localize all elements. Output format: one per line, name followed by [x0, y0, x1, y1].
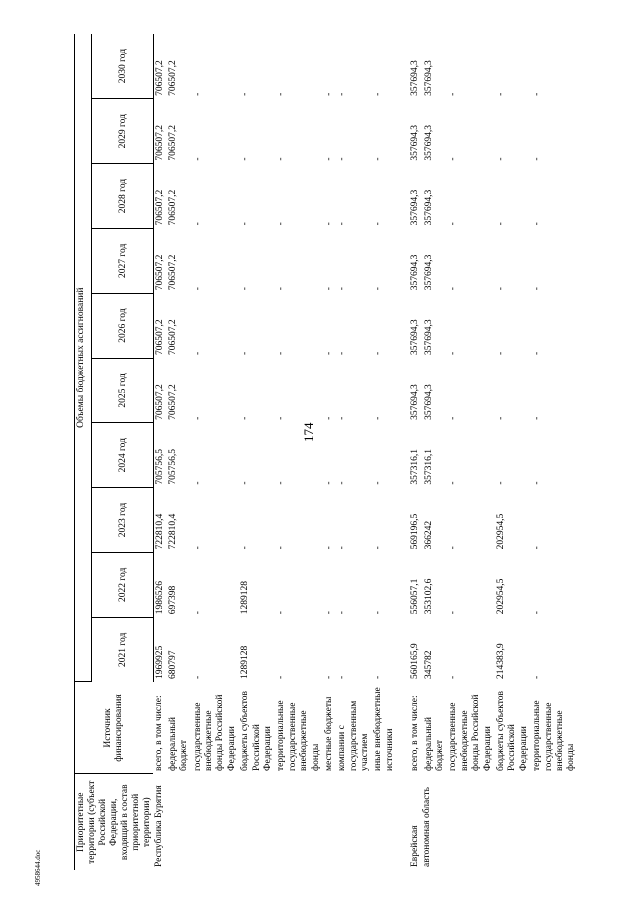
header-year: 2022 год	[92, 552, 154, 617]
budget-value: -	[337, 416, 348, 420]
budget-value: -	[448, 287, 459, 291]
table-row	[192, 34, 240, 870]
budget-value: -	[276, 675, 287, 679]
budget-value: 1289128	[240, 645, 251, 679]
funding-source: территориальные государственные внебюджетные фонды	[532, 700, 577, 771]
budget-value: -	[532, 92, 543, 96]
funding-source: федеральный бюджет	[167, 717, 190, 771]
budget-value: 1289128	[240, 580, 251, 615]
budget-value: 569196,5	[410, 513, 421, 550]
budget-value: -	[276, 92, 287, 96]
budget-value: -	[448, 416, 459, 420]
funding-source: государственные внебюджетные фонды Российской Федерации	[448, 694, 493, 771]
budget-value: 357694,3	[410, 254, 421, 291]
table-row	[239, 34, 275, 870]
budget-value: -	[337, 287, 348, 291]
budget-value: -	[192, 546, 203, 550]
table-row	[447, 34, 495, 870]
budget-value: 366242	[423, 520, 434, 550]
budget-value: 680797	[167, 650, 178, 679]
budget-value: -	[496, 481, 506, 485]
funding-source: бюджеты субъектов Российской Федерации	[496, 690, 529, 771]
budget-value: 357694,3	[410, 384, 421, 420]
table-row	[423, 34, 448, 870]
table-row	[372, 34, 397, 870]
region-name: Республика Бурятия	[154, 785, 165, 867]
budget-value: -	[373, 416, 384, 420]
budget-value: 706507,2	[167, 125, 178, 161]
table-body	[153, 34, 578, 870]
funding-source: местные бюджеты	[323, 696, 334, 771]
budget-value: -	[192, 92, 203, 96]
budget-value: 357694,3	[423, 384, 434, 420]
budget-value: -	[373, 92, 384, 96]
header-source: Источник финансирования	[75, 682, 154, 774]
budget-value: -	[192, 675, 203, 679]
table-row	[336, 34, 372, 870]
budget-value: 706507,2	[167, 319, 178, 356]
budget-value: -	[240, 222, 251, 226]
header-year: 2029 год	[92, 99, 154, 164]
budget-value: 345782	[423, 650, 434, 679]
budget-value: -	[496, 416, 506, 420]
budget-value: -	[337, 222, 348, 226]
budget-value: 706507,2	[167, 254, 178, 291]
budget-value: 357694,3	[410, 60, 421, 96]
budget-value: 706507,2	[154, 319, 165, 356]
budget-value: -	[323, 351, 334, 356]
budget-value: 706507,2	[154, 189, 165, 226]
budget-value: 357694,3	[423, 60, 434, 96]
funding-source: государственные внебюджетные фонды Российской Федерации	[192, 694, 237, 771]
budget-value: -	[373, 351, 384, 356]
budget-value: -	[373, 287, 384, 291]
budget-value: -	[532, 287, 543, 291]
budget-value: -	[192, 222, 203, 226]
budget-value: -	[323, 92, 334, 96]
table-row	[323, 34, 336, 870]
budget-value: -	[448, 611, 459, 615]
budget-value: -	[448, 675, 459, 679]
budget-value: 357694,3	[410, 189, 421, 226]
budget-value: -	[373, 481, 384, 485]
budget-value: 706507,2	[154, 60, 165, 96]
budget-value: 202954,5	[496, 578, 506, 615]
budget-value: -	[532, 675, 543, 679]
header-year: 2028 год	[92, 164, 154, 229]
budget-value: -	[323, 416, 334, 420]
budget-value: -	[337, 92, 348, 96]
table-row	[153, 34, 166, 870]
budget-value: -	[373, 157, 384, 161]
budget-value: -	[240, 416, 251, 420]
budget-value: -	[192, 416, 203, 420]
region-name: Еврейская автономная область	[410, 787, 432, 867]
budget-value: -	[337, 351, 348, 356]
budget-value: -	[496, 92, 506, 96]
budget-value: -	[192, 157, 203, 161]
budget-value: -	[192, 351, 203, 356]
budget-value: -	[323, 675, 334, 679]
budget-value: 357694,3	[423, 125, 434, 161]
budget-value: -	[448, 222, 459, 226]
funding-source: иные внебюджетные источники	[373, 687, 395, 771]
header-year: 2023 год	[92, 488, 154, 553]
budget-value: 706507,2	[167, 384, 178, 420]
table-row	[167, 34, 192, 870]
budget-value: 706507,2	[154, 384, 165, 420]
budget-value: -	[496, 351, 506, 356]
header-volumes: Объемы бюджетных ассигнований	[75, 34, 92, 682]
header-year: 2025 год	[92, 358, 154, 423]
budget-value: -	[532, 157, 543, 161]
budget-value: -	[337, 675, 348, 679]
budget-value: -	[276, 416, 287, 420]
budget-value: 353102,6	[423, 578, 434, 615]
budget-value: -	[373, 222, 384, 226]
budget-value: 357694,3	[410, 125, 421, 161]
budget-value: -	[276, 611, 287, 615]
table-row	[531, 34, 579, 870]
budget-value: 556057,1	[410, 578, 421, 615]
budget-value: 706507,2	[154, 254, 165, 291]
header-year: 2026 год	[92, 293, 154, 358]
budget-value: -	[192, 481, 203, 485]
rotated-table-container	[74, 34, 582, 870]
budget-value: 706507,2	[167, 189, 178, 226]
budget-value: -	[323, 546, 334, 550]
budget-value: -	[532, 222, 543, 226]
budget-value: -	[532, 481, 543, 485]
header-year: 2030 год	[92, 34, 154, 99]
budget-value: -	[337, 157, 348, 161]
funding-source: бюджеты субъектов Российской Федерации	[240, 690, 273, 771]
budget-value: -	[240, 157, 251, 161]
budget-value: 705756,5	[154, 448, 165, 485]
budget-value: 357694,3	[423, 254, 434, 291]
budget-value: 357694,3	[423, 189, 434, 226]
budget-value: 560165,9	[410, 643, 421, 679]
budget-value: 722810,4	[154, 513, 165, 550]
table-row	[495, 34, 531, 870]
budget-value: -	[496, 287, 506, 291]
funding-source: территориальные государственные внебюджетные фонды	[276, 700, 321, 771]
budget-value: -	[276, 222, 287, 226]
budget-value: 357316,1	[423, 448, 434, 485]
budget-value: -	[240, 481, 251, 485]
budget-value: -	[448, 351, 459, 356]
budget-value: 705756,5	[167, 448, 178, 485]
budget-value: 202954,5	[496, 513, 506, 550]
page-number: 174	[301, 422, 316, 442]
budget-value: 357694,3	[410, 319, 421, 356]
budget-value: -	[496, 222, 506, 226]
budget-value: -	[337, 546, 348, 550]
budget-value: -	[448, 157, 459, 161]
budget-value: -	[532, 351, 543, 356]
funding-source: всего, в том числе:	[410, 695, 421, 771]
budget-value: -	[276, 546, 287, 550]
budget-value: -	[276, 481, 287, 485]
budget-value: 1986526	[154, 580, 165, 615]
budget-value: -	[496, 157, 506, 161]
budget-value: -	[240, 546, 251, 550]
budget-value: 214383,9	[496, 643, 506, 679]
budget-table	[74, 34, 579, 870]
budget-value: -	[448, 546, 459, 550]
budget-value: -	[337, 481, 348, 485]
budget-value: -	[373, 546, 384, 550]
funding-source: федеральный бюджет	[423, 717, 446, 771]
header-region: Приоритетные территории (субъект Российской Федерации, входящий в состав приоритетной территории)	[75, 774, 154, 870]
budget-value: -	[276, 351, 287, 356]
budget-value: -	[532, 611, 543, 615]
budget-value: -	[192, 287, 203, 291]
budget-value: -	[323, 287, 334, 291]
budget-value: -	[532, 546, 543, 550]
budget-value: -	[240, 287, 251, 291]
funding-source: всего, в том числе:	[154, 695, 165, 771]
budget-value: -	[373, 675, 384, 679]
budget-value: -	[373, 611, 384, 615]
budget-value: -	[323, 481, 334, 485]
budget-value: 357316,1	[410, 448, 421, 485]
budget-value: 697398	[167, 585, 178, 615]
budget-value: -	[240, 92, 251, 96]
group-spacer	[397, 34, 409, 870]
budget-value: -	[323, 611, 334, 615]
table-row	[275, 34, 323, 870]
budget-value: 1969925	[154, 645, 165, 679]
footer-filename: 4958644.doc	[34, 849, 42, 886]
budget-value: -	[337, 611, 348, 615]
budget-value: 722810,4	[167, 513, 178, 550]
funding-source: компании с государственным участием	[337, 700, 371, 771]
budget-value: -	[192, 611, 203, 615]
budget-value: 706507,2	[154, 125, 165, 161]
table-row	[409, 34, 422, 870]
budget-value: -	[448, 481, 459, 485]
budget-value: 706507,2	[167, 60, 178, 96]
budget-value: -	[448, 92, 459, 96]
budget-value: -	[240, 351, 251, 356]
header-year: 2024 год	[92, 423, 154, 488]
budget-value: -	[323, 157, 334, 161]
budget-value: -	[532, 416, 543, 420]
header-year: 2021 год	[92, 617, 154, 682]
budget-value: -	[323, 222, 334, 226]
budget-value: 357694,3	[423, 319, 434, 356]
budget-value: -	[276, 157, 287, 161]
header-year: 2027 год	[92, 228, 154, 293]
budget-value: -	[276, 287, 287, 291]
